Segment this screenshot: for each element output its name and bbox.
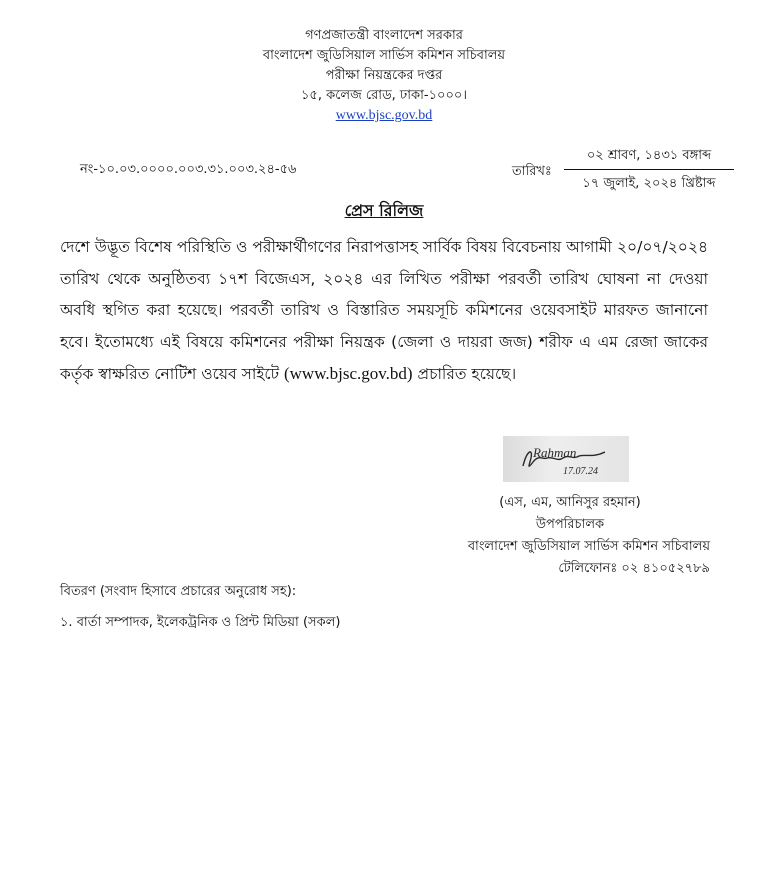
signatory-phone: টেলিফোনঃ ০২ ৪১০৫২৭৮৯ [558, 561, 710, 576]
website-link[interactable]: www.bjsc.gov.bd [335, 108, 433, 123]
body-website-url[interactable]: (www.bjsc.gov.bd) [283, 364, 413, 383]
document-title: প্রেস রিলিজ [344, 201, 424, 220]
distribution-list [60, 576, 340, 638]
signatory-designation: উপপরিচালক [535, 517, 605, 532]
memo-reference-number: নং-১০.০৩.০০০০.০০৩.৩১.০০৩.২৪-৫৬ [80, 162, 297, 177]
exam-controller-office: পরীক্ষা নিয়ন্ত্রকের দপ্তর [325, 68, 443, 83]
commission-secretariat: বাংলাদেশ জুডিসিয়াল সার্ভিস কমিশন সচিবালয় [262, 48, 506, 63]
handwritten-signature [503, 436, 629, 482]
office-address: ১৫, কলেজ রোড, ঢাকা-১০০০। [300, 88, 468, 103]
signature-image [503, 436, 629, 482]
date-label: তারিখঃ [512, 164, 552, 179]
signatory-name: (এস, এম, আনিসুর রহমান) [499, 495, 641, 510]
press-release-body [60, 232, 708, 391]
body-text-end: প্রচারিত হয়েছে। [412, 365, 517, 383]
date-gregorian: ১৭ জুলাই, ২০২৪ খ্রিষ্টাব্দ [582, 176, 716, 191]
government-name: গণপ্রজাতন্ত্রী বাংলাদেশ সরকার [305, 28, 463, 43]
letterhead [0, 26, 768, 126]
distribution-item: ১. বার্তা সম্পাদক, ইলেকট্রনিক ও প্রিন্ট মিডিয়া (সকল) [60, 615, 341, 630]
body-text-main: দেশে উদ্ভূত বিশেষ পরিস্থিতি ও পরীক্ষার্থীগণের নিরাপত্তাসহ সার্বিক বিষয় বিবেচনায় আগামী ২০/০৭/২০২৪ তারিখ থেকে অনুষ্ঠিতব্য ১৭শ বিজেএস, ২০২৪ এর লিখিত পরীক্ষা পরবর্তী তারিখ ঘোষনা না দেওয়া অবধি স্থগিত করা হয়েছে। পরবর্তী তারিখ ও বিস্তারিত সময়সূচি কমিশনের ওয়েবসাইট মারফত জানানো হবে। ইতোমধ্যে এই বিষয়ে কমিশনের পরীক্ষা নিয়ন্ত্রক (জেলা ও দায়রা জজ) শরীফ এ এম রেজা জাকের কর্তৃক স্বাক্ষরিত নোটিশ ওয়েব সাইটে [60, 238, 708, 383]
date-bangla: ০২ শ্রাবণ, ১৪৩১ বঙ্গাব্দ [564, 146, 734, 170]
signature-name: Rahman [533, 445, 577, 460]
signature-date: 17.07.24 [563, 466, 598, 477]
signatory-block [430, 492, 710, 580]
distribution-heading: বিতরণ (সংবাদ হিসাবে প্রচারের অনুরোধ সহ): [60, 584, 297, 599]
signatory-office: বাংলাদেশ জুডিসিয়াল সার্ভিস কমিশন সচিবালয় [467, 539, 710, 554]
